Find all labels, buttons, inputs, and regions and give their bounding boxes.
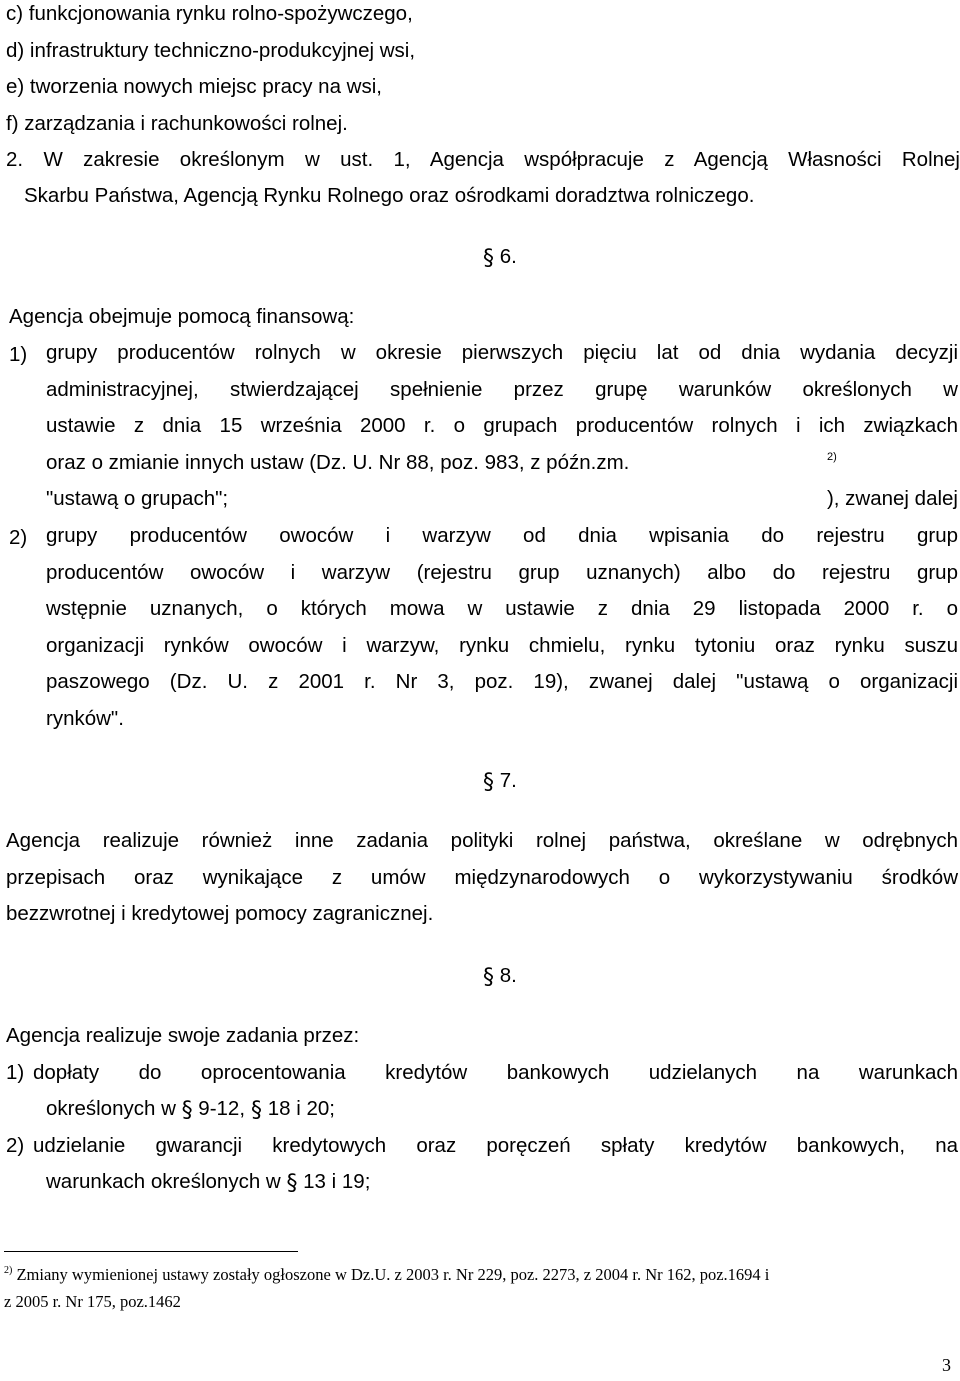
sec8-item1-marker: 1) <box>6 1061 25 1084</box>
sec6-item2-line: wstępnie uznanych, o których mowa w ustawie z dnia 29 listopada 2000 r. o <box>46 597 958 620</box>
footnote-line2: z 2005 r. Nr 175, poz.1462 <box>4 1292 181 1311</box>
section-symbol: § <box>483 770 494 795</box>
section-8-heading <box>483 966 517 989</box>
sec6-item2-text <box>46 518 958 737</box>
sec6-item1-text <box>46 335 958 518</box>
section-symbol: § <box>181 1098 193 1123</box>
section-number: 8. <box>499 964 517 987</box>
top-list <box>6 0 415 142</box>
sec6-item2-line: grupy producentów owoców i warzyw od dnia wpisania do rejestru grup <box>46 524 958 547</box>
list-item-d: d) infrastruktury techniczno-produkcyjnej wsi, <box>6 38 416 62</box>
para2-line1: 2. W zakresie określonym w ust. 1, Agencja współpracuje z Agencją Własności Rolnej <box>6 148 960 171</box>
text: 9-12, <box>198 1097 246 1120</box>
line4-text: oraz o zmianie innych ustaw (Dz. U. Nr 88, poz. 983, z późn.zm. <box>46 450 630 474</box>
sec7-line: Agencja realizuje również inne zadania polityki rolnej państwa, określane w odrębnych <box>6 829 958 852</box>
section-7-heading <box>483 771 517 794</box>
sec8-item2-line2 <box>46 1172 370 1195</box>
sec8-item2-marker: 2) <box>6 1134 25 1157</box>
list-item-c: c) funkcjonowania rynku rolno-spożywczego, <box>6 2 413 25</box>
sec7-line: bezzwrotnej i kredytowej pomocy zagranicznej. <box>6 902 434 925</box>
section-symbol: § <box>483 246 494 271</box>
sec8-item1-line1: dopłaty do oprocentowania kredytów bankowych udzielanych na warunkach <box>33 1061 958 1084</box>
text: 13 i 19; <box>303 1170 371 1193</box>
footnote-text: Zmiany wymienionej ustawy zostały ogłoszone w Dz.U. z 2003 r. Nr 229, poz. 2273, z 2004 r. Nr 162, poz.1694 i <box>16 1265 770 1284</box>
section-number: 6. <box>499 245 517 268</box>
section-6-intro: Agencja obejmuje pomocą finansową: <box>9 305 355 328</box>
text: 18 i 20; <box>267 1097 335 1120</box>
sec6-item2-line: producentów owoców i warzyw (rejestru grup uznanych) albo do rejestru grup <box>46 560 958 584</box>
section-symbol: § <box>251 1098 263 1123</box>
section-symbol: § <box>483 965 494 990</box>
text: określonych w <box>46 1097 176 1120</box>
section-8-intro: Agencja realizuje swoje zadania przez: <box>6 1024 360 1047</box>
sec6-item1-line: administracyjnej, stwierdzającej spełnienie przez grupę warunków określonych w <box>46 377 958 401</box>
section-number: 7. <box>499 769 517 792</box>
sec6-item1-line5: "ustawą o grupach"; <box>46 487 229 510</box>
footnote-marker: 2) <box>4 1265 13 1276</box>
footnote-ref: 2) <box>826 450 837 463</box>
list-item-e: e) tworzenia nowych miejsc pracy na wsi, <box>6 75 382 98</box>
line4-tail: ), zwanej dalej <box>826 487 958 510</box>
section-6-heading <box>483 247 517 270</box>
footnote-separator <box>4 1251 298 1252</box>
sec8-item1-line2 <box>46 1099 335 1122</box>
list-item-f: f) zarządzania i rachunkowości rolnej. <box>6 111 348 135</box>
section-7-text <box>6 823 958 933</box>
sec6-item2-line: paszowego (Dz. U. z 2001 r. Nr 3, poz. 19), zwanej dalej "ustawą o organizacji <box>46 670 958 693</box>
sec6-item2-marker: 2) <box>9 526 28 549</box>
para2-line2: Skarbu Państwa, Agencją Rynku Rolnego oraz ośrodkami doradztwa rolniczego. <box>24 184 755 207</box>
sec6-item1-line: ustawie z dnia 15 września 2000 r. o grupach producentów rolnych i ich związkach <box>46 414 958 437</box>
section-symbol: § <box>286 1171 298 1196</box>
sec6-item2-line: organizacji rynków owoców i warzyw, rynku chmielu, rynku tytoniu oraz rynku suszu <box>46 633 958 657</box>
sec8-item2-line1: udzielanie gwarancji kredytowych oraz poręczeń spłaty kredytów bankowych, na <box>33 1134 958 1157</box>
footnote-line1 <box>4 1267 769 1284</box>
sec6-item1-line: grupy producentów rolnych w okresie pierwszych pięciu lat od dnia wydania decyzji <box>46 341 958 364</box>
sec6-item2-line: rynków". <box>46 706 124 730</box>
text: warunkach określonych w <box>46 1170 281 1193</box>
page-number: 3 <box>942 1355 951 1375</box>
sec7-line: przepisach oraz wynikające z umów międzynarodowych o wykorzystywaniu środków <box>6 865 958 889</box>
sec6-item1-marker: 1) <box>9 343 28 366</box>
